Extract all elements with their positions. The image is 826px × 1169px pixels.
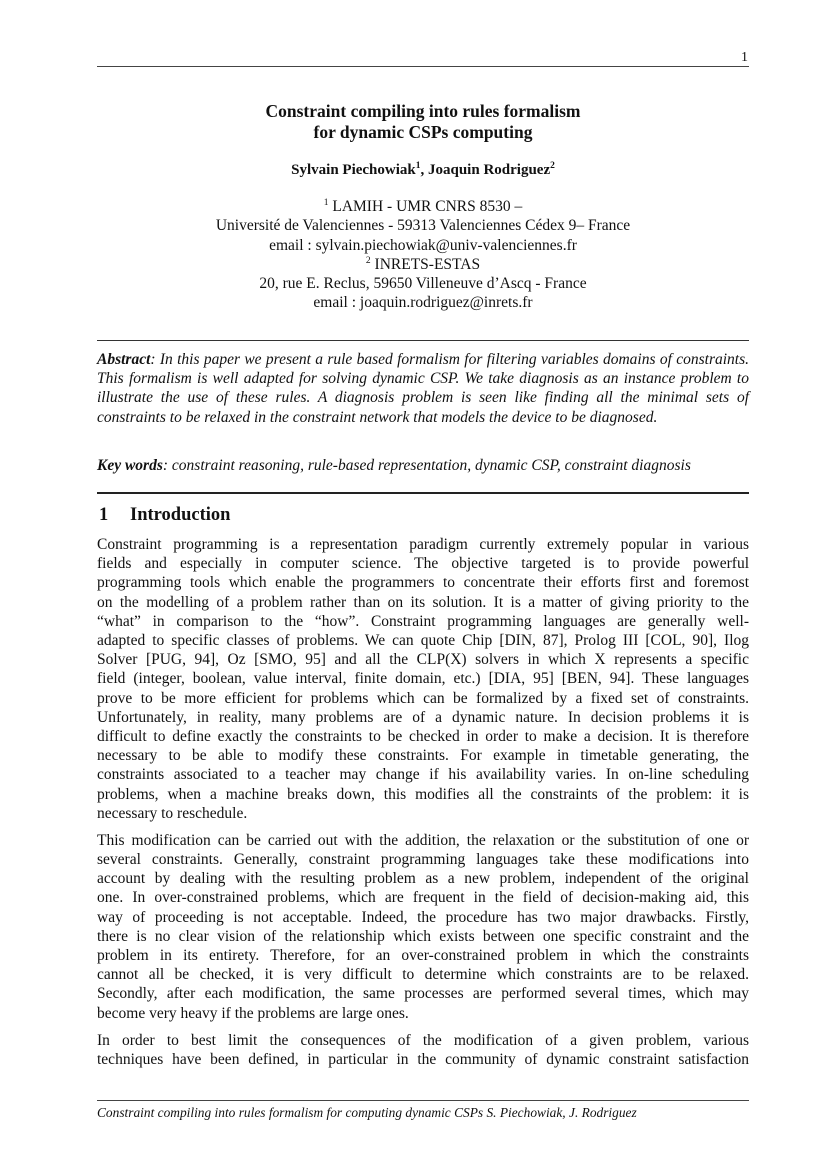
running-footer: Constraint compiling into rules formalism for computing dynamic CSPs S. Piechowiak, J. Rodriguez xyxy=(97,1105,637,1120)
paragraph-line: Solver [PUG, 94], Oz [SMO, 95] and all the CLP(X) solvers in which X represents a specific xyxy=(97,651,749,669)
affiliation-1-address: Université de Valenciennes - 59313 Valenciennes Cédex 9– France xyxy=(215,217,631,235)
affiliation-1-lab: LAMIH - UMR CNRS 8530 – xyxy=(328,198,523,215)
paragraph-line: constraints associated to a teacher may change if his availability varies. In on-line scheduling xyxy=(97,766,749,784)
author-1-affiliation-mark: 1 xyxy=(415,161,421,171)
paragraph-line: there is no clear vision of the relationship which exists between one specific constraint and the xyxy=(97,927,749,945)
paragraph-line: programming tools which enable the programmers to concentrate their efforts first and foremost xyxy=(97,574,749,592)
author-2: Joaquin Rodriguez xyxy=(428,162,551,178)
keywords-text: : constraint reasoning, rule-based representation, dynamic CSP, constraint diagnosis xyxy=(162,457,691,474)
section-heading xyxy=(99,505,230,526)
keywords-label: Key words xyxy=(97,457,163,474)
author-1: Sylvain Piechowiak xyxy=(291,162,416,178)
paragraph-line: Constraint programming is a representation paradigm currently extremely popular in various xyxy=(97,536,749,553)
paragraph-line: on the modelling of a problem rather than on its solution. It is a matter of giving priority to the xyxy=(97,593,749,611)
abstract-rule xyxy=(97,340,749,341)
keywords xyxy=(97,456,749,475)
paragraph-line: become very heavy if the problems are large ones. xyxy=(97,1004,409,1022)
title-line-1: Constraint compiling into rules formalism xyxy=(265,101,581,121)
affiliation-2-address: 20, rue E. Reclus, 59650 Villeneuve d’Ascq - France xyxy=(259,275,587,293)
paragraph-line: one. In over-constrained problems, which are frequent in the field of decision-making aid, this xyxy=(97,889,749,907)
body-text xyxy=(97,535,749,1077)
paragraph-line: problem in its entirety. Therefore, for an over-constrained problem in which the constraints xyxy=(97,947,749,965)
paragraph-line: fields and especially in computer science. The objective targeted is to provide powerful xyxy=(97,555,749,573)
author-2-affiliation-mark: 2 xyxy=(550,161,555,171)
paragraph-line: prove to be more efficient for problems which can be formalized by a fixed set of constraints. xyxy=(97,689,749,707)
affiliation-1-mark: 1 xyxy=(323,198,329,208)
section-title: Introduction xyxy=(130,505,231,525)
section-divider xyxy=(97,492,749,494)
affiliation-2-email: email : joaquin.rodriguez@inrets.fr xyxy=(313,294,533,312)
paragraph-line: difficult to define exactly the constraints to be checked in order to make a decision. It is therefore xyxy=(97,728,749,746)
section-number: 1 xyxy=(99,505,109,525)
footer-rule xyxy=(97,1100,749,1101)
affiliation-2-lab: INRETS-ESTAS xyxy=(370,255,481,273)
paragraph-line: several constraints. Generally, constraint programming languages take these modifications into xyxy=(97,851,749,869)
paragraph-1 xyxy=(97,535,749,823)
paragraph-line: field (integer, boolean, value interval, finite domain, etc.) [DIA, 95] [BEN, 94]. These languages xyxy=(97,670,749,688)
affiliations xyxy=(97,197,749,313)
abstract xyxy=(97,350,749,427)
paragraph-line: In order to best limit the consequences of the modification of a given problem, various xyxy=(97,1031,749,1049)
author-separator: , xyxy=(420,162,428,178)
abstract-label: Abstract xyxy=(97,351,151,368)
paragraph-line: adapted to specific classes of problems. We can quote Chip [DIN, 87], Prolog III [COL, 90], Ilog xyxy=(97,632,749,650)
paragraph-line: account by dealing with the resulting problem as a new problem, independent of the original xyxy=(97,870,749,888)
paragraph-line: necessary to be able to modify these constraints. For example in timetable generating, the xyxy=(97,747,749,765)
paragraph-line: “what” in comparison to the “how”. Constraint programming languages are generally well- xyxy=(97,612,749,630)
page-number: 1 xyxy=(741,50,748,65)
abstract-text: : In this paper we present a rule based formalism for filtering variables domains of constraints. This formalism is well adapted for solving dynamic CSP. We take diagnosis as an instance problem to illustrate the use of these rules. A diagnosis problem is seen like finding all the minimal sets of constraints to be relaxed in the constraint network that models the device to be diagnosed. xyxy=(97,351,749,426)
paragraph-3 xyxy=(97,1031,749,1069)
paragraph-line: This modification can be carried out with the addition, the relaxation or the substitution of one or xyxy=(97,831,749,849)
paragraph-line: techniques have been defined, in particular in the community of dynamic constraint satisfaction xyxy=(97,1050,749,1068)
author-list xyxy=(97,162,749,179)
paragraph-line: cannot all be checked, it is very difficult to determine which constraints are to be relaxed. xyxy=(97,966,749,984)
paragraph-2 xyxy=(97,831,749,1023)
paragraph-line: necessary to reschedule. xyxy=(97,804,248,822)
header-rule xyxy=(97,66,749,67)
title-line-2: for dynamic CSPs computing xyxy=(313,122,533,142)
paragraph-line: Secondly, after each modification, the same processes are performed several times, which may xyxy=(97,985,749,1003)
affiliation-1-email: email : sylvain.piechowiak@univ-valenciennes.fr xyxy=(269,236,577,254)
paragraph-line: problems, when a machine breaks down, this modifies all the constraints of the problem: it is xyxy=(97,785,749,803)
paragraph-line: way of proceeding is not acceptable. Indeed, the procedure has two major drawbacks. Firstly, xyxy=(97,908,749,926)
affiliation-1-heading xyxy=(97,197,749,216)
paragraph-line: Unfortunately, in reality, many problems are of a dynamic nature. In decision problems it is xyxy=(97,708,749,726)
affiliation-2-heading xyxy=(97,255,749,274)
paper-title xyxy=(97,101,749,143)
affiliation-2-mark: 2 xyxy=(365,255,371,266)
